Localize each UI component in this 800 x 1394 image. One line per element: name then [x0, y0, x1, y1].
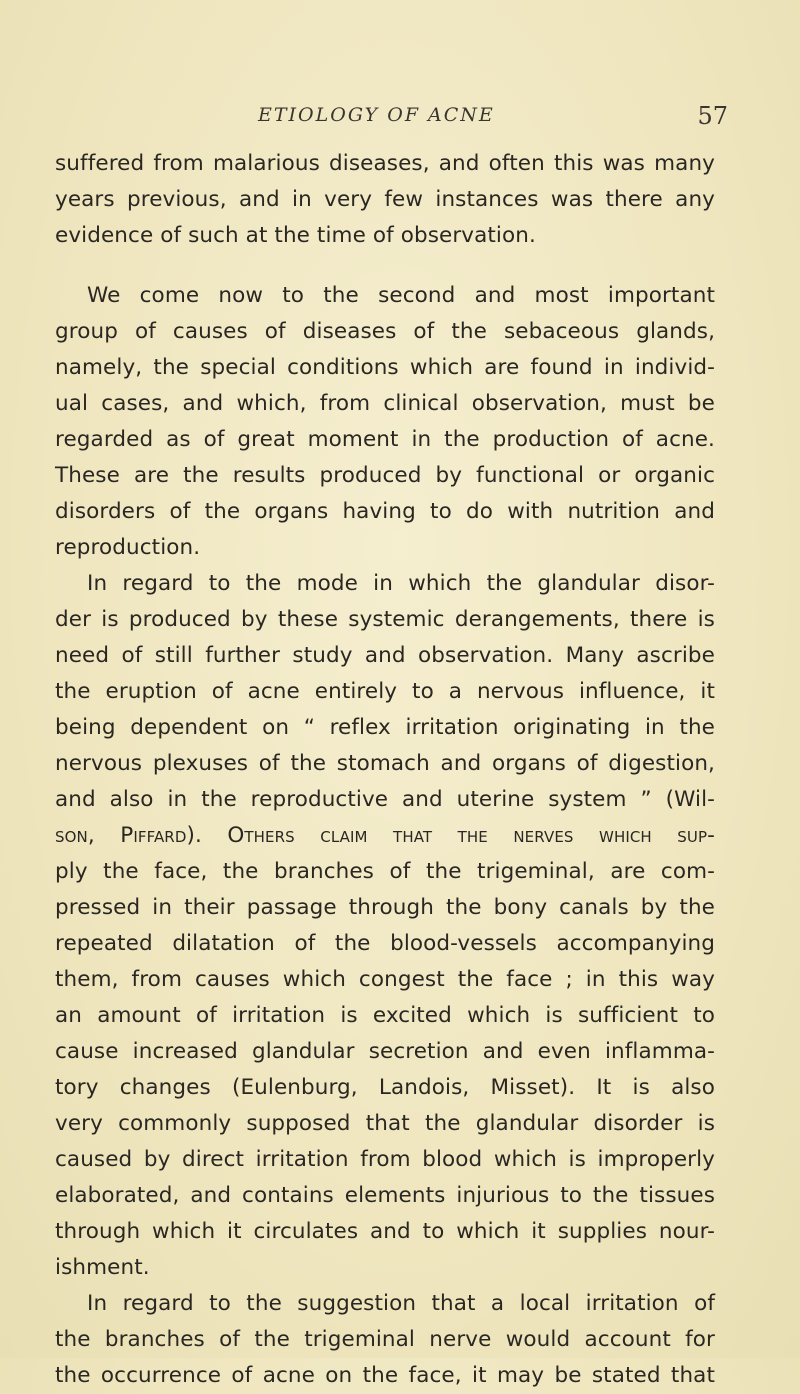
- page-number: 57: [697, 102, 728, 130]
- text-line: reproduction.: [55, 535, 201, 560]
- text-line: evidence of such at the time of observation.: [55, 223, 536, 248]
- text-line: We come now to the second and most important: [87, 283, 715, 308]
- text-line: and also in the reproductive and uterine system ” (Wil-: [55, 787, 715, 812]
- text-line: regarded as of great moment in the production of acne.: [55, 427, 715, 452]
- text-line: caused by direct irritation from blood which is improperly: [55, 1147, 715, 1172]
- text-line: disorders of the organs having to do with nutrition and: [55, 499, 715, 524]
- text-line: ual cases, and which, from clinical observation, must be: [55, 391, 715, 416]
- text-line: the branches of the trigeminal nerve would account for: [55, 1327, 715, 1352]
- text-line: In regard to the suggestion that a local irritation of: [87, 1291, 715, 1316]
- text-line: them, from causes which congest the face ; in this way: [55, 967, 715, 992]
- text-line: These are the results produced by functional or organic: [55, 463, 715, 488]
- text-line: the eruption of acne entirely to a nervous influence, it: [55, 679, 715, 704]
- text-line: In regard to the mode in which the glandular disor-: [87, 571, 715, 596]
- text-line: group of causes of diseases of the sebaceous glands,: [55, 319, 715, 344]
- text-line: nervous plexuses of the stomach and organs of digestion,: [55, 751, 715, 776]
- text-line: namely, the special conditions which are found in individ-: [55, 355, 715, 380]
- text-line: elaborated, and contains elements injurious to the tissues: [55, 1183, 715, 1208]
- text-line: being dependent on “ reflex irritation originating in the: [55, 715, 715, 740]
- text-line: repeated dilatation of the blood-vessels accompanying: [55, 931, 715, 956]
- text-line: tory changes (Eulenburg, Landois, Misset). It is also: [55, 1075, 715, 1100]
- text-line: an amount of irritation is excited which is sufficient to: [55, 1003, 715, 1028]
- running-title: ETIOLOGY OF ACNE: [258, 104, 495, 126]
- text-line: suffered from malarious diseases, and often this was many: [55, 151, 715, 176]
- text-line: years previous, and in very few instances was there any: [55, 187, 715, 212]
- paragraph-gap: [55, 254, 715, 278]
- text-line: ply the face, the branches of the trigeminal, are com-: [55, 859, 715, 884]
- text-line: cause increased glandular secretion and even inflamma-: [55, 1039, 715, 1064]
- text-line: ishment.: [55, 1255, 150, 1280]
- text-line: need of still further study and observation. Many ascribe: [55, 643, 715, 668]
- text-line: der is produced by these systemic derangements, there is: [55, 607, 715, 632]
- text-line: pressed in their passage through the bony canals by the: [55, 895, 715, 920]
- text-line: the occurrence of acne on the face, it may be stated that: [55, 1363, 715, 1388]
- body-text: [55, 146, 715, 1394]
- running-head: [258, 104, 748, 134]
- text-line: son, Piffard). Others claim that the nerves which sup-: [55, 823, 715, 848]
- text-line: very commonly supposed that the glandular disorder is: [55, 1111, 715, 1136]
- text-line: through which it circulates and to which it supplies nour-: [55, 1219, 715, 1244]
